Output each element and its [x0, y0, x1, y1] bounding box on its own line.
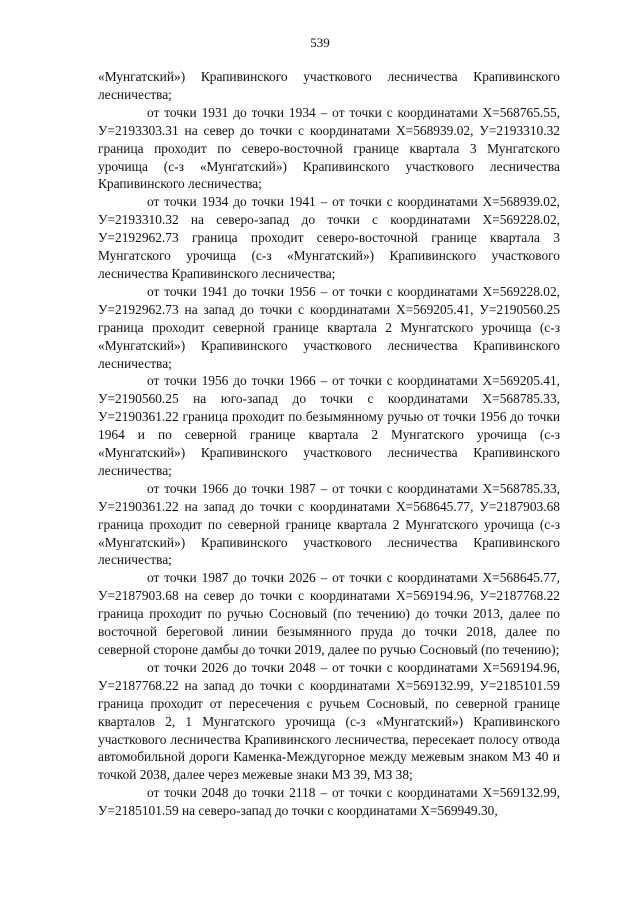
- paragraph: от точки 1934 до точки 1941 – от точки с координатами Х=568939.02, У=2193310.32 на северо-запад до точки с координатами Х=569228.02, У=2192962.73 граница проходит северо-восточной границе квартала 3 Мунгатского урочища (с-з «Мунгатский») Крапивинского участкового лесничества Крапивинского лесничества;: [98, 194, 560, 281]
- document-body: [98, 68, 560, 820]
- paragraph: от точки 1987 до точки 2026 – от точки с координатами Х=568645.77, У=2187903.68 на север до точки с координатами Х=569194.96, У=2187768.22 граница проходит по ручью Сосновый (по течению) до точки 2013, далее по восточной береговой линии безымянного пруда до точки 2018, далее по северной стороне дамбы до точки 2019, далее по ручью Сосновый (по течению);: [98, 570, 560, 657]
- paragraph: от точки 1956 до точки 1966 – от точки с координатами Х=569205.41, У=2190560.25 на юго-запад до точки с координатами Х=568785.33, У=2190361.22 граница проходит по безымянному ручью от точки 1956 до точки 1964 и по северной границе квартала 2 Мунгатского урочища (с-з «Мунгатский») Крапивинского участкового лесничества Крапивинского лесничества;: [98, 373, 560, 478]
- paragraph: от точки 1966 до точки 1987 – от точки с координатами Х=568785.33, У=2190361.22 на запад до точки с координатами Х=568645.77, У=2187903.68 граница проходит по северной границе квартала 2 Мунгатского урочища (с-з «Мунгатский») Крапивинского участкового лесничества Крапивинского лесничества;: [98, 480, 560, 568]
- page-number: 539: [310, 35, 330, 50]
- paragraph: от точки 1931 до точки 1934 – от точки с координатами Х=568765.55, У=2193303.31 на север до точки с координатами Х=568939.02, У=2193310.32 граница проходит по северо-восточной границе квартала 3 Мунгатского урочища (с-з «Мунгатский») Крапивинского участкового лесничества Крапивинского лесничества;: [98, 104, 560, 192]
- paragraph: «Мунгатский») Крапивинского участкового лесничества Крапивинского лесничества;: [98, 69, 560, 102]
- paragraph: от точки 2048 до точки 2118 – от точки с координатами Х=569132.99, У=2185101.59 на северо-запад до точки с координатами Х=569949.30,: [98, 785, 560, 819]
- paragraph: от точки 1941 до точки 1956 – от точки с координатами Х=569228.02, У=2192962.73 на запад до точки с координатами Х=569205.41, У=2190560.25 граница проходит северной границе квартала 2 Мунгатского урочища (с-з «Мунгатский») Крапивинского участкового лесничества Крапивинского лесничества;: [98, 283, 560, 371]
- paragraph: от точки 2026 до точки 2048 – от точки с координатами Х=569194.96, У=2187768.22 на запад до точки с координатами Х=569132.99, У=2185101.59 граница проходит от пересечения с ручьем Сосновый, по северной границе кварталов 2, 1 Мунгатского урочища (с-з «Мунгатский») Крапивинского участкового лесничества Крапивинского лесничества, пересекает полосу отвода автомобильной дороги Каменка-Междугорное между межевым знаком МЗ 40 и точкой 2038, далее через межевые знаки МЗ 39, МЗ 38;: [98, 659, 560, 783]
